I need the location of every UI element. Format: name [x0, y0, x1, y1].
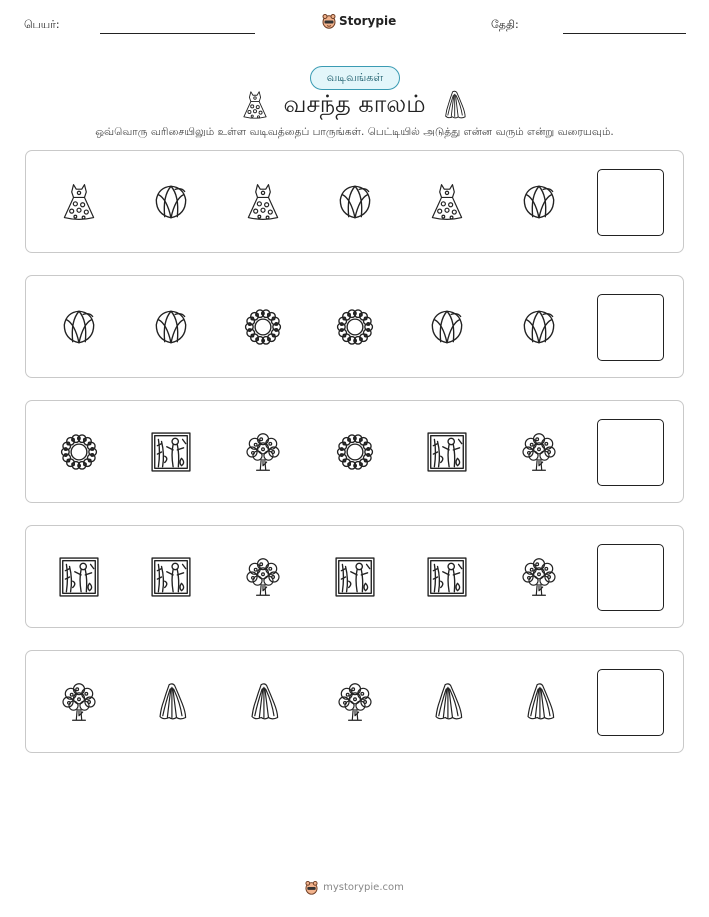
dress-icon [241, 89, 269, 121]
pattern-row [25, 650, 684, 753]
veil-icon [426, 681, 468, 723]
engraving-icon [150, 431, 192, 473]
answer-box[interactable] [597, 669, 664, 736]
name-field[interactable] [100, 33, 255, 34]
storypie-mascot-icon [322, 13, 336, 29]
engraving-icon [426, 556, 468, 598]
tulip-icon [426, 306, 468, 348]
instruction-text: ஒவ்வொரு வரிசையிலும் உள்ள வடிவத்தைப் பாருங்கள். பெட்டியில் அடுத்து என்ன வரும் என்று வரையவும். [95, 126, 614, 138]
answer-box[interactable] [597, 169, 664, 236]
veil-icon [518, 681, 560, 723]
tree-icon [518, 556, 560, 598]
title-row [0, 88, 709, 122]
tree-icon [58, 681, 100, 723]
wreath-icon [334, 431, 376, 473]
veil-icon [440, 89, 468, 121]
tulip-icon [150, 181, 192, 223]
tree-icon [518, 431, 560, 473]
date-field[interactable] [563, 33, 686, 34]
page-title: வசந்த காலம் [283, 89, 426, 118]
engraving-icon [58, 556, 100, 598]
wreath-icon [58, 431, 100, 473]
wreath-icon [334, 306, 376, 348]
veil-icon [242, 681, 284, 723]
tulip-icon [150, 306, 192, 348]
dress-icon [426, 181, 468, 223]
date-label: தேதி: [491, 18, 519, 31]
tree-icon [242, 556, 284, 598]
category-tag: வடிவங்கள் [310, 66, 400, 90]
brand-logo [322, 13, 396, 29]
name-label: பெயர்: [24, 18, 60, 31]
answer-box[interactable] [597, 419, 664, 486]
tulip-icon [518, 181, 560, 223]
answer-box[interactable] [597, 544, 664, 611]
engraving-icon [334, 556, 376, 598]
brand-name: Storypie [339, 14, 397, 28]
pattern-row [25, 275, 684, 378]
pattern-row [25, 525, 684, 628]
storypie-mascot-icon [305, 880, 318, 895]
tulip-icon [518, 306, 560, 348]
answer-box[interactable] [597, 294, 664, 361]
tulip-icon [334, 181, 376, 223]
tree-icon [334, 681, 376, 723]
dress-icon [58, 181, 100, 223]
engraving-icon [426, 431, 468, 473]
pattern-row [25, 400, 684, 503]
tulip-icon [58, 306, 100, 348]
wreath-icon [242, 306, 284, 348]
dress-icon [242, 181, 284, 223]
tree-icon [242, 431, 284, 473]
pattern-row [25, 150, 684, 253]
footer-site[interactable]: mystorypie.com [323, 882, 404, 893]
veil-icon [150, 681, 192, 723]
engraving-icon [150, 556, 192, 598]
footer [0, 880, 709, 895]
